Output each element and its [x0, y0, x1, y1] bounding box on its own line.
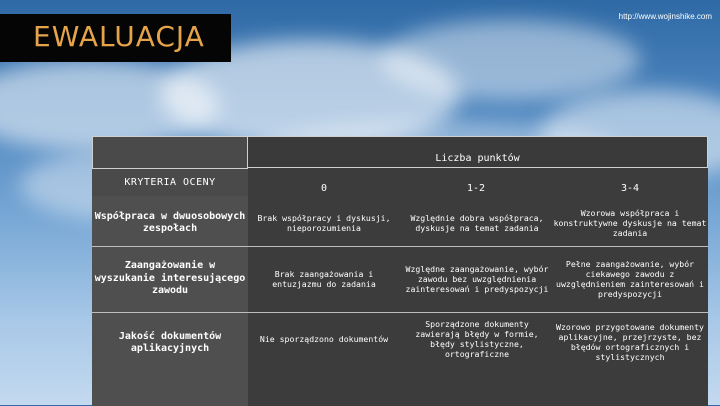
score-header-3-4: 3-4 [620, 182, 640, 194]
row1-score-3-4: Wzorowa współpraca i konstruktywne dyskusje na temat zadania [553, 207, 707, 239]
evaluation-table [92, 136, 708, 406]
row3-score-3-4: Wzorowo przygotowane dokumenty aplikacyjne, przejrzyste, bez błędów ortograficznych i stylistycznych [556, 321, 704, 363]
row2-score-0: Brak zaangażowania i entuzjazmu do zadania [272, 268, 376, 289]
score-header-1-2: 1-2 [466, 182, 486, 194]
page-title: EWALUACJA [33, 20, 205, 53]
criterion-documents: Jakość dokumentów aplikacyjnych [118, 330, 222, 354]
row2-score-1-2: Względne zaangażowanie, wybór zawodu bez uwzględnienia zainteresowań i predyspozycji [405, 263, 549, 295]
source-url[interactable]: http://www.wojinshike.com [618, 12, 712, 21]
row3-score-1-2: Sporządzone dokumenty zawierają błędy w formie, błędy stylistyczne, ortograficzne [415, 318, 539, 360]
row2-score-3-4: Pełne zaangażowanie, wybór ciekawego zawodu z uwzględnieniem zainteresowań i predyspozycji [556, 258, 704, 300]
row1-score-0: Brak współpracy i dyskusji, nieporozumienia [257, 212, 391, 233]
criterion-teamwork: Współpraca w dwuosobowych zespołach [94, 210, 246, 234]
score-header-0: 0 [320, 182, 328, 194]
row1-score-1-2: Względnie dobra współpraca, dyskusje na temat zadania [410, 212, 544, 233]
criterion-engagement: Zaangażowanie w wyszukanie interesującego zawodu [94, 260, 246, 297]
row-divider [92, 312, 708, 313]
row3-score-0: Nie sporządzono dokumentów [259, 333, 389, 344]
criteria-header: KRYTERIA OCENY [92, 168, 248, 196]
points-header: Liczba punktów [248, 136, 708, 168]
